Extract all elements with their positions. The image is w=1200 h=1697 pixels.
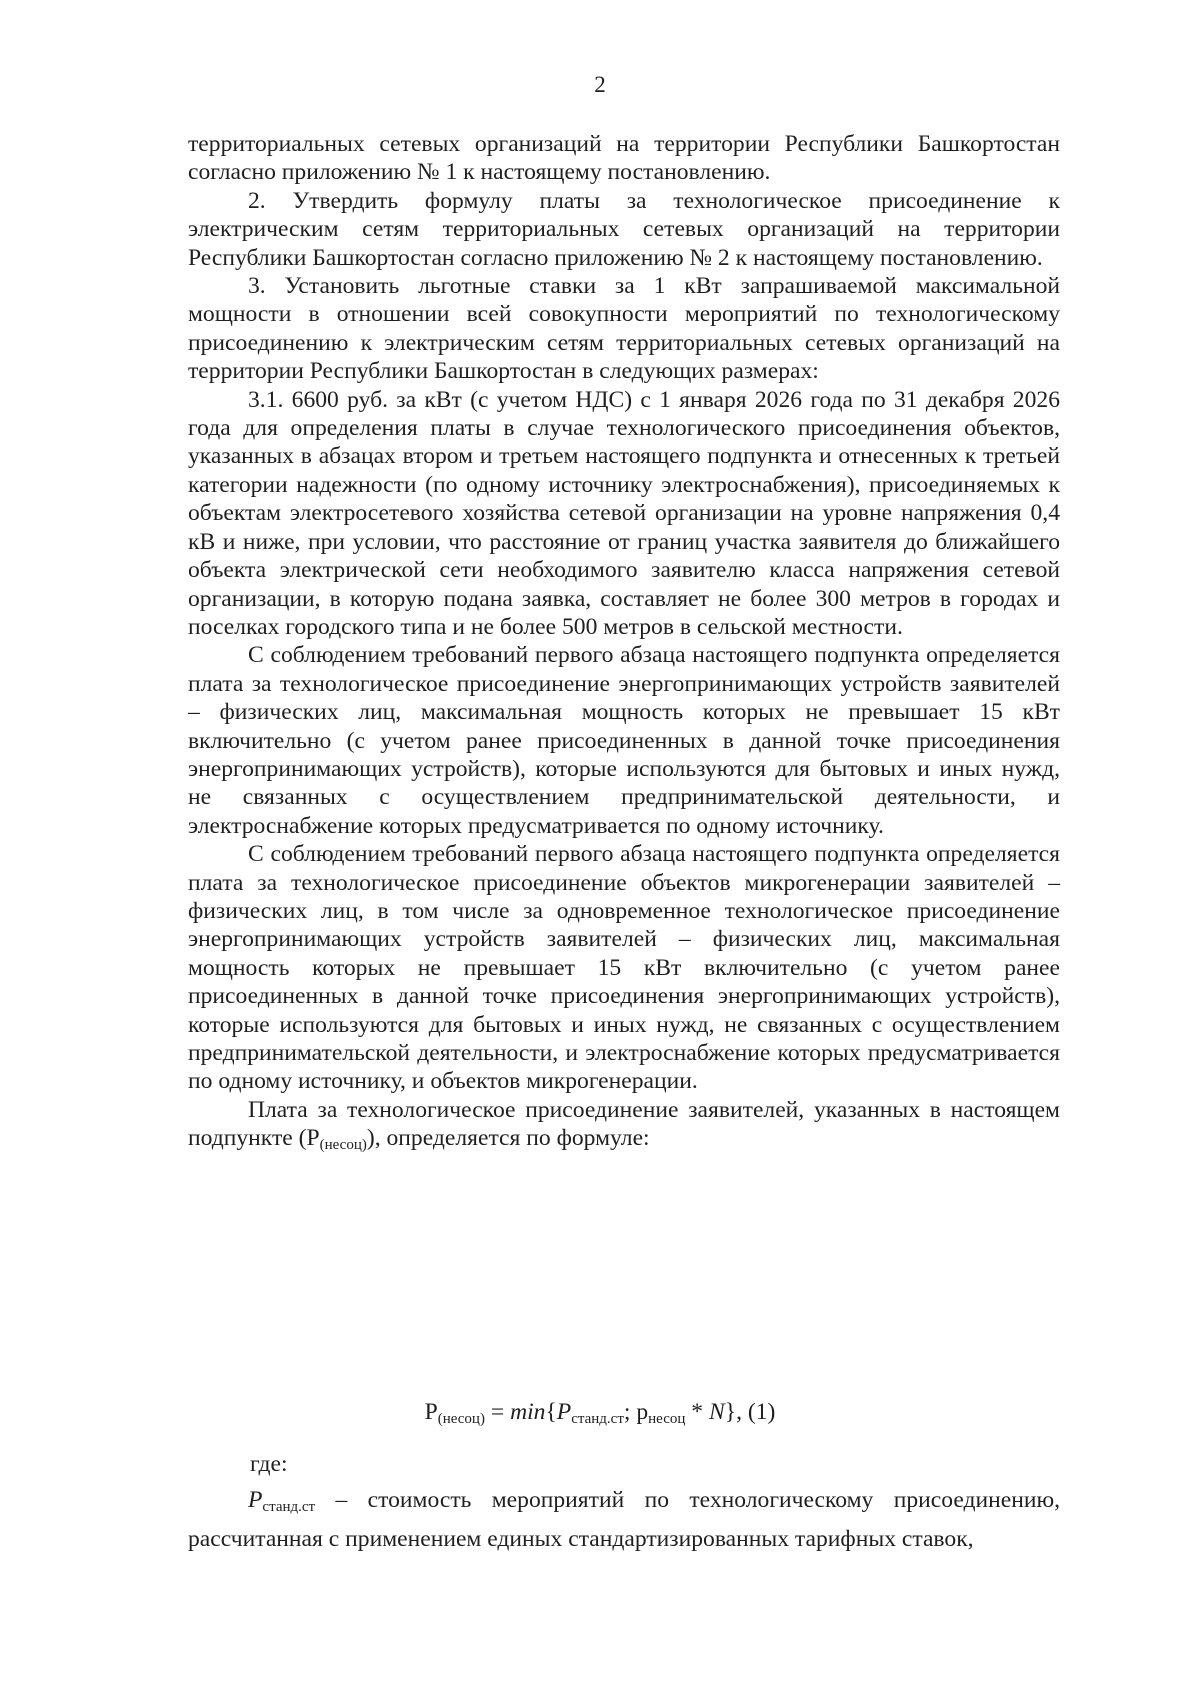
definition-text: – стоимость мероприятий по технологическому присоединению, рассчитанная с применением единых стандартизированных тарифных ставок, (188, 1487, 1060, 1552)
where-label: где: (250, 1451, 288, 1477)
formula-intro-sub: (несоц) (319, 1137, 367, 1154)
formula-lhs-sub: (несоц) (437, 1411, 485, 1427)
formula-p2: р (636, 1399, 649, 1425)
formula-close-brace: } (724, 1399, 737, 1425)
formula-p1: P (556, 1399, 572, 1425)
formula-func: min (510, 1399, 546, 1425)
paragraph-item-2: 2. Утвердить формулу платы за технологическое присоединение к электрическим сетям территориальных сетевых организаций на территории Республики Башкортостан согласно приложению № 2 к настоящему постановлению. (188, 187, 1060, 271)
formula-open-brace: { (545, 1399, 557, 1425)
formula-n: N (709, 1399, 725, 1425)
formula-p1-sub: станд.ст (571, 1411, 624, 1427)
formula-number: , (1) (736, 1399, 776, 1425)
formula-lhs: Р (424, 1399, 438, 1425)
formula-intro-after: ), определяется по формуле: (366, 1125, 650, 1152)
page-number: 2 (594, 72, 606, 97)
paragraph-formula-intro (188, 1096, 1060, 1160)
formula-p2-sub: несоц (648, 1411, 686, 1427)
definition-symbol-sub: станд.ст (262, 1499, 316, 1515)
paragraph-item-3-1: 3.1. 6600 руб. за кВт (с учетом НДС) с 1 января 2026 года по 31 декабря 2026 года для определения платы в случае технологического присоединения объектов, указанных в абзацах втором и третьем настоящего подпункта и отнесенных к третьей категории надежности (по одному источнику электроснабжения), присоединяемых к объектам электросетевого хозяйства сетевой организации на уровне напряжения 0,4 кВ и ниже, при условии, что расстояние от границ участка заявителя до ближайшего объекта электрической сети необходимого заявителю класса напряжения сетевой организации, в которую подана заявка, составляет не более 300 метров в городах и поселках городского типа и не более 500 метров в сельской местности. (188, 386, 1060, 640)
definition-paragraph (188, 1484, 1060, 1555)
formula-eq: = (484, 1399, 511, 1425)
formula-1 (0, 1397, 1200, 1434)
paragraph-microgeneration: С соблюдением требований первого абзаца настоящего подпункта определяется плата за технологическое присоединение объектов микрогенерации заявителей – физических лиц, в том числе за одновременное технологическое присоединение энергопринимающих устройств заявителей – физических лиц, максимальная мощность которых не превышает 15 кВт включительно (с учетом ранее присоединенных в данной точке присоединения энергопринимающих устройств), которые используются для бытовых и иных нужд, не связанных с осуществлением предпринимательской деятельности, и электроснабжение которых предусматривается по одному источнику, и объектов микрогенерации. (188, 841, 1060, 1095)
definition-symbol: P (248, 1487, 263, 1513)
formula-sep: ; (623, 1399, 637, 1425)
paragraph-individuals: С соблюдением требований первого абзаца настоящего подпункта определяется плата за технологическое присоединение энергопринимающих устройств заявителей – физических лиц, максимальная мощность которых не превышает 15 кВт включительно (с учетом ранее присоединенных в данной точке присоединения энергопринимающих устройств), которые используются для бытовых и иных нужд, не связанных с осуществлением предпринимательской деятельности, и электроснабжение которых предусматривается по одному источнику. (188, 642, 1060, 839)
body-text (188, 130, 1060, 1160)
formula-mult: * (685, 1399, 709, 1425)
formula-intro-before: Плата за технологическое присоединение заявителей, указанных в настоящем подпункте (Р (188, 1096, 1060, 1152)
paragraph-continuation: территориальных сетевых организаций на территории Республики Башкортостан согласно приложению № 1 к настоящему постановлению. (188, 131, 1060, 186)
paragraph-item-3: 3. Установить льготные ставки за 1 кВт запрашиваемой максимальной мощности в отношении всей совокупности мероприятий по технологическому присоединению к электрическим сетям территориальных сетевых организаций на территории Республики Башкортостан в следующих размерах: (188, 273, 1060, 385)
